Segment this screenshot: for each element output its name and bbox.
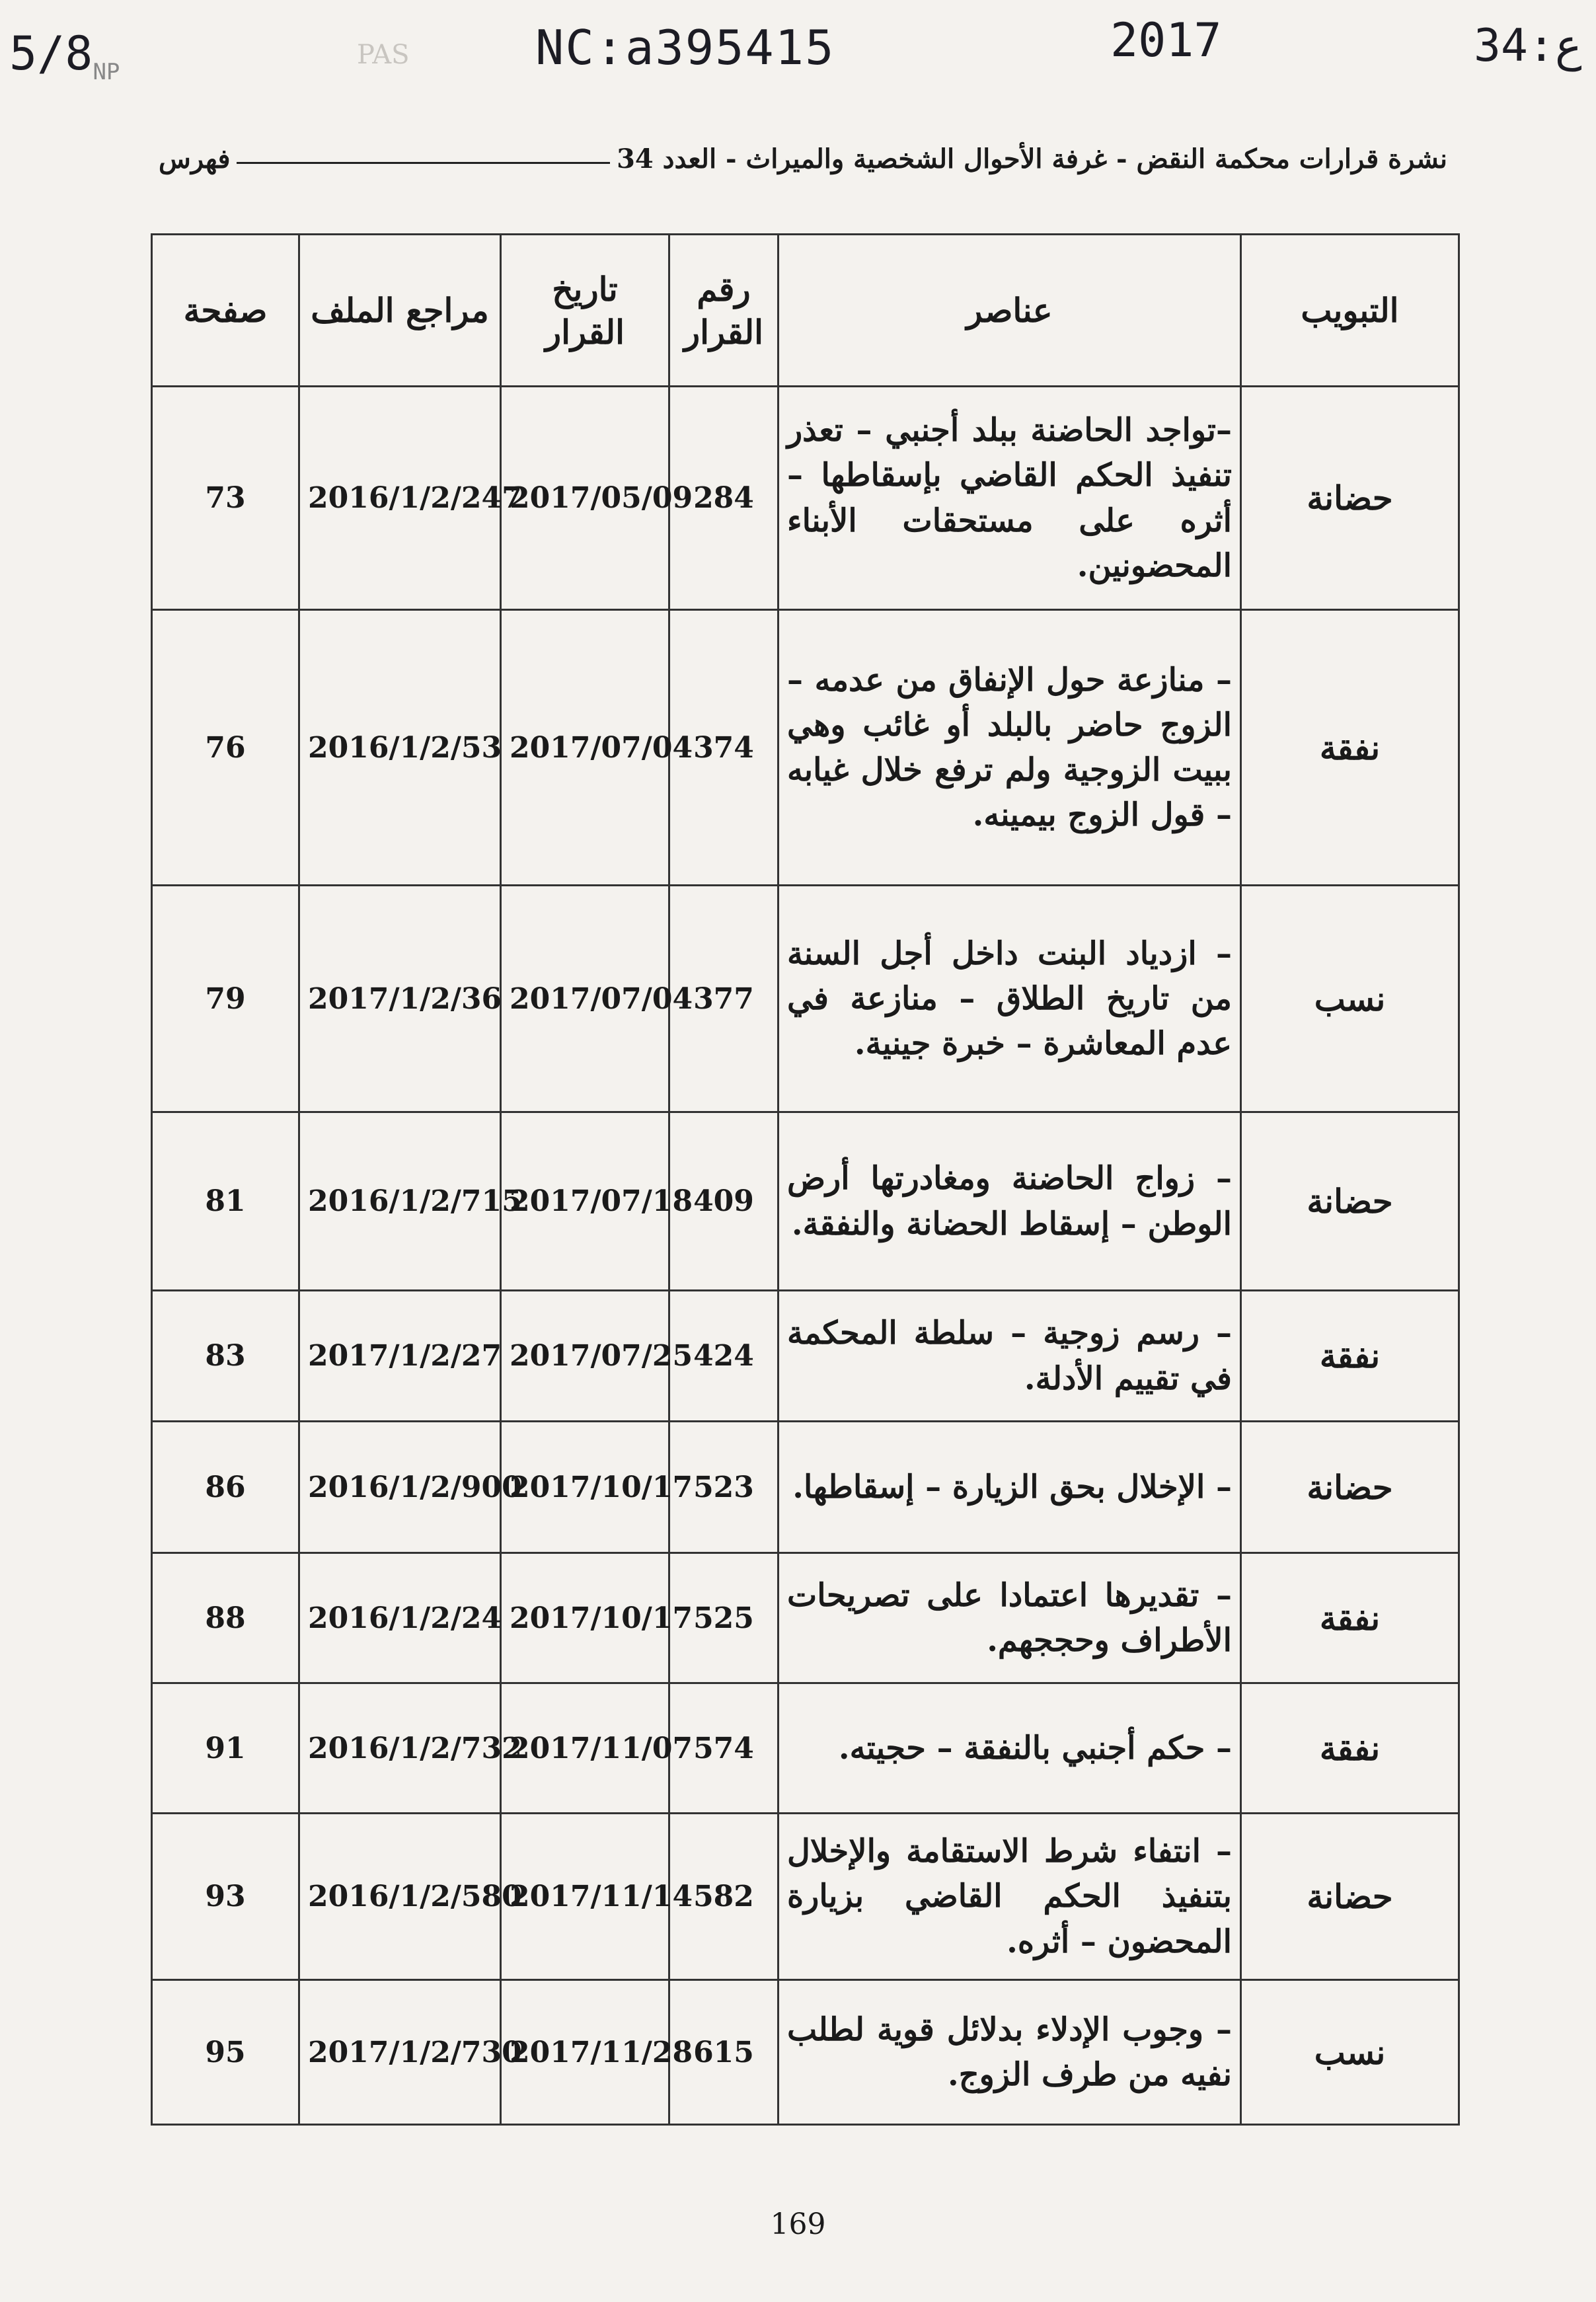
cell-elements: – وجوب الإدلاء بدلائل قوية لطلب نفيه من طرف الزوج. (779, 1980, 1241, 2125)
cell-page: 83 (152, 1291, 299, 1422)
cell-page: 95 (152, 1980, 299, 2125)
cell-category: نفقة (1241, 1553, 1459, 1683)
cell-elements: – منازعة حول الإنفاق من عدمه – الزوج حاضر بالبلد أو غائب وهي ببيت الزوجية ولم ترفع خلال غيابه – قول الزوج بيمينه. (779, 610, 1241, 886)
cell-category: نفقة (1241, 610, 1459, 886)
cell-elements: – ازدياد البنت داخل أجل السنة من تاريخ الطلاق – منازعة في عدم المعاشرة – خبرة جينية. (779, 886, 1241, 1112)
table-row (152, 610, 1459, 886)
cell-page: 81 (152, 1112, 299, 1291)
cell-page: 79 (152, 886, 299, 1112)
cell-file-ref: 2016/1/2/732 (299, 1683, 501, 1814)
cell-decision-number: 374 (669, 610, 779, 886)
table-row (152, 1112, 1459, 1291)
running-header (159, 132, 1447, 185)
cell-page: 91 (152, 1683, 299, 1814)
cell-file-ref: 2017/1/2/730 (299, 1980, 501, 2125)
cell-category: نسب (1241, 1980, 1459, 2125)
page-number: 169 (770, 2207, 826, 2241)
table-row (152, 1553, 1459, 1683)
cell-category: حضانة (1241, 387, 1459, 610)
handwritten-year: 2017 (1110, 13, 1222, 67)
cell-decision-date: 2017/10/17 (501, 1422, 669, 1553)
cell-decision-date: 2017/11/14 (501, 1814, 669, 1980)
table-row (152, 1422, 1459, 1553)
cell-decision-number: 409 (669, 1112, 779, 1291)
header-category: التبويب (1241, 235, 1459, 387)
header-rule (237, 162, 610, 164)
header-decision-date: تاريخ القرار (501, 235, 669, 387)
cell-file-ref: 2016/1/2/24 (299, 1553, 501, 1683)
cell-category: نفقة (1241, 1683, 1459, 1814)
cell-category: نفقة (1241, 1291, 1459, 1422)
cell-page: 88 (152, 1553, 299, 1683)
table-row (152, 1814, 1459, 1980)
header-elements: عناصر (779, 235, 1241, 387)
cell-elements: –تواجد الحاضنة ببلد أجنبي – تعذر تنفيذ الحكم القاضي بإسقاطها – أثره على مستحقات الأبناء المحضونين. (779, 387, 1241, 610)
publication-title: نشرة قرارات محكمة النقض - غرفة الأحوال الشخصية والميراث - العدد 34 (617, 143, 1447, 174)
cell-decision-number: 574 (669, 1683, 779, 1814)
cell-page: 86 (152, 1422, 299, 1553)
cell-elements: – حكم أجنبي بالنفقة – حجيته. (779, 1683, 1241, 1814)
table-row (152, 1291, 1459, 1422)
cell-page: 76 (152, 610, 299, 886)
cell-category: حضانة (1241, 1814, 1459, 1980)
cell-file-ref: 2017/1/2/36 (299, 886, 501, 1112)
cell-decision-date: 2017/07/04 (501, 610, 669, 886)
cell-elements: – الإخلال بحق الزيارة – إسقاطها. (779, 1422, 1241, 1553)
cell-decision-date: 2017/07/25 (501, 1291, 669, 1422)
cell-file-ref: 2016/1/2/53 (299, 610, 501, 886)
cell-decision-number: 284 (669, 387, 779, 610)
cell-decision-date: 2017/07/04 (501, 886, 669, 1112)
handwritten-reference: 34:ع (1474, 20, 1582, 72)
table-row (152, 1683, 1459, 1814)
cell-elements: – انتفاء شرط الاستقامة والإخلال بتنفيذ الحكم القاضي بزيارة المحضون – أثره. (779, 1814, 1241, 1980)
cell-decision-number: 424 (669, 1291, 779, 1422)
table-row (152, 387, 1459, 610)
cell-decision-number: 523 (669, 1422, 779, 1553)
cell-decision-date: 2017/10/17 (501, 1553, 669, 1683)
cell-file-ref: 2017/1/2/27 (299, 1291, 501, 1422)
faint-stamp-text: PAS (357, 40, 410, 70)
cell-decision-date: 2017/11/07 (501, 1683, 669, 1814)
section-title: فهرس (159, 143, 231, 174)
cell-file-ref: 2016/1/2/580 (299, 1814, 501, 1980)
cell-decision-date: 2017/07/18 (501, 1112, 669, 1291)
cell-category: نسب (1241, 886, 1459, 1112)
cell-file-ref: 2016/1/2/900 (299, 1422, 501, 1553)
cell-page: 73 (152, 387, 299, 610)
cell-elements: – رسم زوجية – سلطة المحكمة في تقييم الأدلة. (779, 1291, 1241, 1422)
handwritten-page-mark: $5/8_{NP}$ (9, 26, 120, 85)
cell-decision-number: 615 (669, 1980, 779, 2125)
cell-elements: – زواج الحاضنة ومغادرتها أرض الوطن – إسقاط الحضانة والنفقة. (779, 1112, 1241, 1291)
header-file-ref: مراجع الملف (299, 235, 501, 387)
cell-decision-date: 2017/11/28 (501, 1980, 669, 2125)
cell-decision-number: 582 (669, 1814, 779, 1980)
index-table (151, 233, 1460, 2126)
handwritten-nc-code: NC:a395415 (535, 20, 835, 75)
header-decision-number: رقم القرار (669, 235, 779, 387)
cell-decision-number: 377 (669, 886, 779, 1112)
handwritten-page-mark-suffix: NP (93, 59, 120, 85)
cell-file-ref: 2016/1/2/715 (299, 1112, 501, 1291)
header-page: صفحة (152, 235, 299, 387)
cell-page: 93 (152, 1814, 299, 1980)
table-row (152, 886, 1459, 1112)
cell-decision-date: 2017/05/09 (501, 387, 669, 610)
table-row (152, 1980, 1459, 2125)
cell-category: حضانة (1241, 1112, 1459, 1291)
cell-category: حضانة (1241, 1422, 1459, 1553)
cell-decision-number: 525 (669, 1553, 779, 1683)
cell-file-ref: 2016/1/2/247 (299, 387, 501, 610)
table-header-row (152, 235, 1459, 387)
cell-elements: – تقديرها اعتمادا على تصريحات الأطراف وحججهم. (779, 1553, 1241, 1683)
